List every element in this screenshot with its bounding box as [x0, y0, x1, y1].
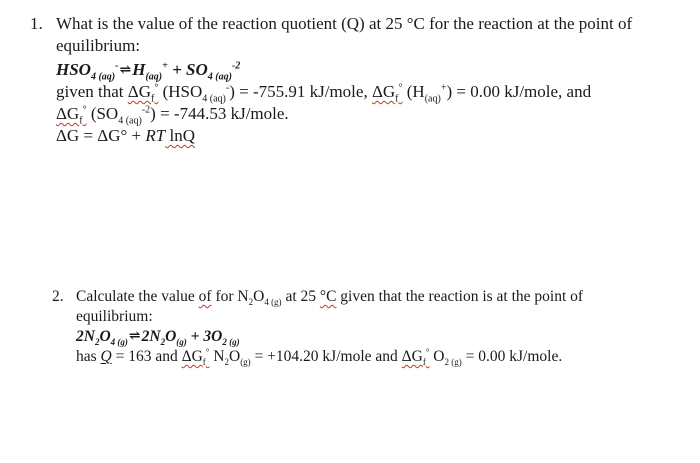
question-2-text-line-1: Calculate the value of for $N_2O_{4 (g)}$ at 25 °C given that the reaction is at the point of [76, 288, 584, 308]
question-1-given-line-2: $\Delta G_f^\circ$ $(SO_{4 (aq)}^{-2}) = -744.53$ kJ/mole. [56, 104, 289, 127]
question-2 [0, 280, 700, 400]
question-1-text-line-2: equilibrium: [56, 36, 141, 55]
delta-g-formation: $\Delta G_f^\circ$ [401, 346, 430, 368]
delta-g-formation: $\Delta G_f^\circ$ [127, 82, 159, 105]
delta-g-formation: $\Delta G_f^\circ$ [371, 82, 403, 105]
delta-g-formation: $\Delta G_f^\circ$ [181, 346, 210, 368]
question-1-text-line-1: What is the value of the reaction quotient (Q) at 25 °C for the reaction at the point of [56, 14, 633, 33]
question-2-number: 2. [52, 288, 64, 305]
question-1-number: 1. [30, 14, 43, 33]
question-2-text-line-2: equilibrium: [76, 308, 153, 325]
question-1 [0, 0, 700, 200]
equilibrium-arrow-icon: ⇌ [119, 63, 132, 78]
question-2-given-line: has Q = 163 and $\Delta G_f^\circ$ $N_2O_{(g)} = +104.20$ kJ/mole and $\Delta G_f^\circ$ $O_{2 (g)} = 0.00$ kJ/mole. [76, 346, 563, 368]
delta-g-formation: $\Delta G_f^\circ$ [56, 104, 87, 127]
question-2-equation: $2N_2O_{4 (g)}\rightleftharpoons 2N_2O_{(g)} + 3O_{2 (g)}$ [76, 328, 240, 348]
question-1-given-line-1: given that $\Delta G_f^\circ$ $(HSO_{4 (aq)}^-) = -755.91$ kJ/mole, $\Delta G_f^\circ$ $(H_{(aq)}^+) = 0.00$ kJ/mole, and [56, 82, 592, 105]
question-1-equation: $HSO_{4 (aq)}^-\rightleftharpoons H_{(aq)}^+ + SO_{4 (aq)}^{-2}$ [56, 60, 241, 83]
equilibrium-arrow-icon: ⇌ [128, 329, 141, 344]
question-1-formula: ΔG = ΔG° + RT lnQ [56, 126, 195, 145]
